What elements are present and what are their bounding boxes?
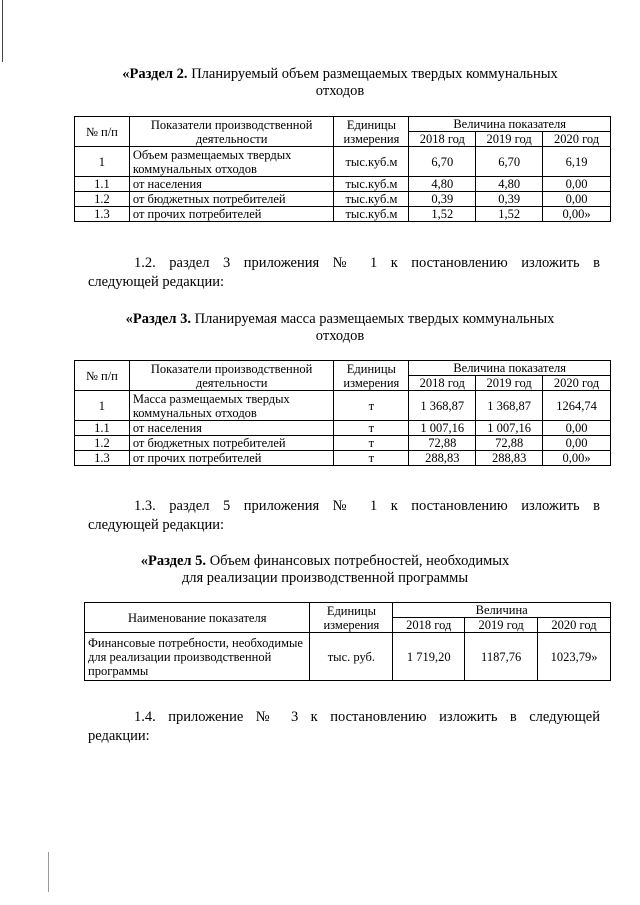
row-unit: тыс.куб.м bbox=[334, 147, 409, 177]
header-year-2018: 2018 год bbox=[409, 376, 476, 391]
header-unit: Единицы измерения bbox=[310, 603, 393, 633]
row-name: от бюджетных потребителей bbox=[129, 192, 334, 207]
paragraph-1-2 bbox=[88, 254, 600, 292]
margin-mark bbox=[48, 852, 49, 892]
row-name: Финансовые потребности, необходимые для реализации производственной программы bbox=[85, 633, 310, 681]
header-value: Величина показателя bbox=[409, 361, 611, 376]
header-year-2019: 2019 год bbox=[476, 376, 543, 391]
row-value-2019: 1 007,16 bbox=[476, 421, 543, 436]
section2-title-line2: отходов bbox=[315, 83, 365, 99]
table-row bbox=[75, 207, 611, 222]
header-year-2019: 2019 год bbox=[465, 618, 538, 633]
row-num: 1.3 bbox=[75, 207, 130, 222]
section3-title bbox=[80, 311, 600, 345]
header-year-2019: 2019 год bbox=[476, 132, 543, 147]
table-row bbox=[85, 633, 611, 681]
paragraph-line: 1.2. раздел 3 приложения № 1 к постановлению изложить в bbox=[134, 255, 600, 271]
table-row bbox=[75, 421, 611, 436]
row-name: от прочих потребителей bbox=[129, 207, 334, 222]
row-value-2019: 72,88 bbox=[476, 436, 543, 451]
header-year-2020: 2020 год bbox=[543, 376, 611, 391]
header-year-2018: 2018 год bbox=[393, 618, 465, 633]
row-value-2019: 1187,76 bbox=[465, 633, 538, 681]
row-unit: т bbox=[334, 421, 409, 436]
table-row bbox=[75, 177, 611, 192]
row-value-2018: 1 368,87 bbox=[409, 391, 476, 421]
row-value-2018: 4,80 bbox=[409, 177, 476, 192]
paragraph-1-3 bbox=[88, 497, 600, 535]
row-value-2020: 0,00 bbox=[543, 177, 611, 192]
header-indicator: Наименование показателя bbox=[85, 603, 310, 633]
header-year-2020: 2020 год bbox=[538, 618, 611, 633]
margin-mark bbox=[2, 0, 3, 62]
row-value-2020: 0,00 bbox=[543, 436, 611, 451]
row-num: 1.1 bbox=[75, 177, 130, 192]
header-indicator: Показатели производственной деятельности bbox=[129, 361, 334, 391]
section5-table bbox=[84, 602, 611, 681]
row-value-2020: 1264,74 bbox=[543, 391, 611, 421]
row-name: от населения bbox=[129, 177, 334, 192]
section5-title-line2: для реализации производственной программы bbox=[181, 570, 469, 586]
header-num: № п/п bbox=[75, 117, 130, 147]
row-value-2019: 288,83 bbox=[476, 451, 543, 466]
row-value-2019: 0,39 bbox=[476, 192, 543, 207]
row-unit: т bbox=[334, 436, 409, 451]
section5-title-number: «Раздел 5. bbox=[140, 553, 207, 569]
row-value-2019: 1 368,87 bbox=[476, 391, 543, 421]
table-row bbox=[75, 436, 611, 451]
header-value: Величина показателя bbox=[409, 117, 611, 132]
row-value-2020: 0,00 bbox=[543, 192, 611, 207]
row-num: 1.2 bbox=[75, 192, 130, 207]
row-value-2019: 4,80 bbox=[476, 177, 543, 192]
section3-title-text: Планируемая масса размещаемых твердых коммунальных bbox=[191, 311, 555, 327]
row-unit: тыс. руб. bbox=[310, 633, 393, 681]
header-indicator: Показатели производственной деятельности bbox=[129, 117, 334, 147]
row-value-2018: 0,39 bbox=[409, 192, 476, 207]
section2-title-text: Планируемый объем размещаемых твердых коммунальных bbox=[187, 66, 558, 82]
table-row bbox=[75, 451, 611, 466]
row-unit: тыс.куб.м bbox=[334, 192, 409, 207]
section5-title-text: Объем финансовых потребностей, необходимых bbox=[206, 553, 510, 569]
table-row bbox=[75, 192, 611, 207]
header-year-2020: 2020 год bbox=[543, 132, 611, 147]
row-value-2020: 0,00» bbox=[543, 451, 611, 466]
row-value-2019: 1,52 bbox=[476, 207, 543, 222]
header-num: № п/п bbox=[75, 361, 130, 391]
row-value-2018: 1,52 bbox=[409, 207, 476, 222]
row-value-2019: 6,70 bbox=[476, 147, 543, 177]
row-value-2018: 1 719,20 bbox=[393, 633, 465, 681]
section2-table bbox=[74, 116, 611, 222]
row-value-2020: 0,00» bbox=[543, 207, 611, 222]
paragraph-line: следующей редакции: bbox=[88, 274, 225, 290]
row-value-2020: 1023,79» bbox=[538, 633, 611, 681]
paragraph-line: редакции: bbox=[88, 728, 150, 744]
row-name: Масса размещаемых твердых коммунальных отходов bbox=[129, 391, 334, 421]
row-name: от прочих потребителей bbox=[129, 451, 334, 466]
section2-title-number: «Раздел 2. bbox=[122, 66, 188, 82]
row-value-2018: 1 007,16 bbox=[409, 421, 476, 436]
section3-title-line2: отходов bbox=[315, 328, 365, 344]
row-value-2020: 0,00 bbox=[543, 421, 611, 436]
table-row bbox=[75, 391, 611, 421]
paragraph-1-4 bbox=[88, 708, 600, 746]
row-name: от бюджетных потребителей bbox=[129, 436, 334, 451]
header-value: Величина bbox=[393, 603, 611, 618]
row-unit: тыс.куб.м bbox=[334, 207, 409, 222]
row-num: 1.1 bbox=[75, 421, 130, 436]
table-row bbox=[75, 147, 611, 177]
row-value-2018: 288,83 bbox=[409, 451, 476, 466]
paragraph-line: 1.3. раздел 5 приложения № 1 к постановлению изложить в bbox=[134, 498, 600, 514]
row-unit: т bbox=[334, 451, 409, 466]
row-num: 1 bbox=[75, 147, 130, 177]
section2-title bbox=[80, 66, 600, 100]
row-value-2018: 72,88 bbox=[409, 436, 476, 451]
paragraph-line: следующей редакции: bbox=[88, 517, 225, 533]
section5-title bbox=[110, 553, 540, 587]
row-value-2018: 6,70 bbox=[409, 147, 476, 177]
row-unit: тыс.куб.м bbox=[334, 177, 409, 192]
header-year-2018: 2018 год bbox=[409, 132, 476, 147]
row-num: 1 bbox=[75, 391, 130, 421]
row-name: от населения bbox=[129, 421, 334, 436]
row-unit: т bbox=[334, 391, 409, 421]
header-unit: Единицы измерения bbox=[334, 361, 409, 391]
section3-table bbox=[74, 360, 611, 466]
row-value-2020: 6,19 bbox=[543, 147, 611, 177]
header-unit: Единицы измерения bbox=[334, 117, 409, 147]
row-num: 1.2 bbox=[75, 436, 130, 451]
row-num: 1.3 bbox=[75, 451, 130, 466]
row-name: Объем размещаемых твердых коммунальных отходов bbox=[129, 147, 334, 177]
section3-title-number: «Раздел 3. bbox=[125, 311, 191, 327]
paragraph-line: 1.4. приложение № 3 к постановлению изложить в следующей bbox=[134, 709, 600, 725]
